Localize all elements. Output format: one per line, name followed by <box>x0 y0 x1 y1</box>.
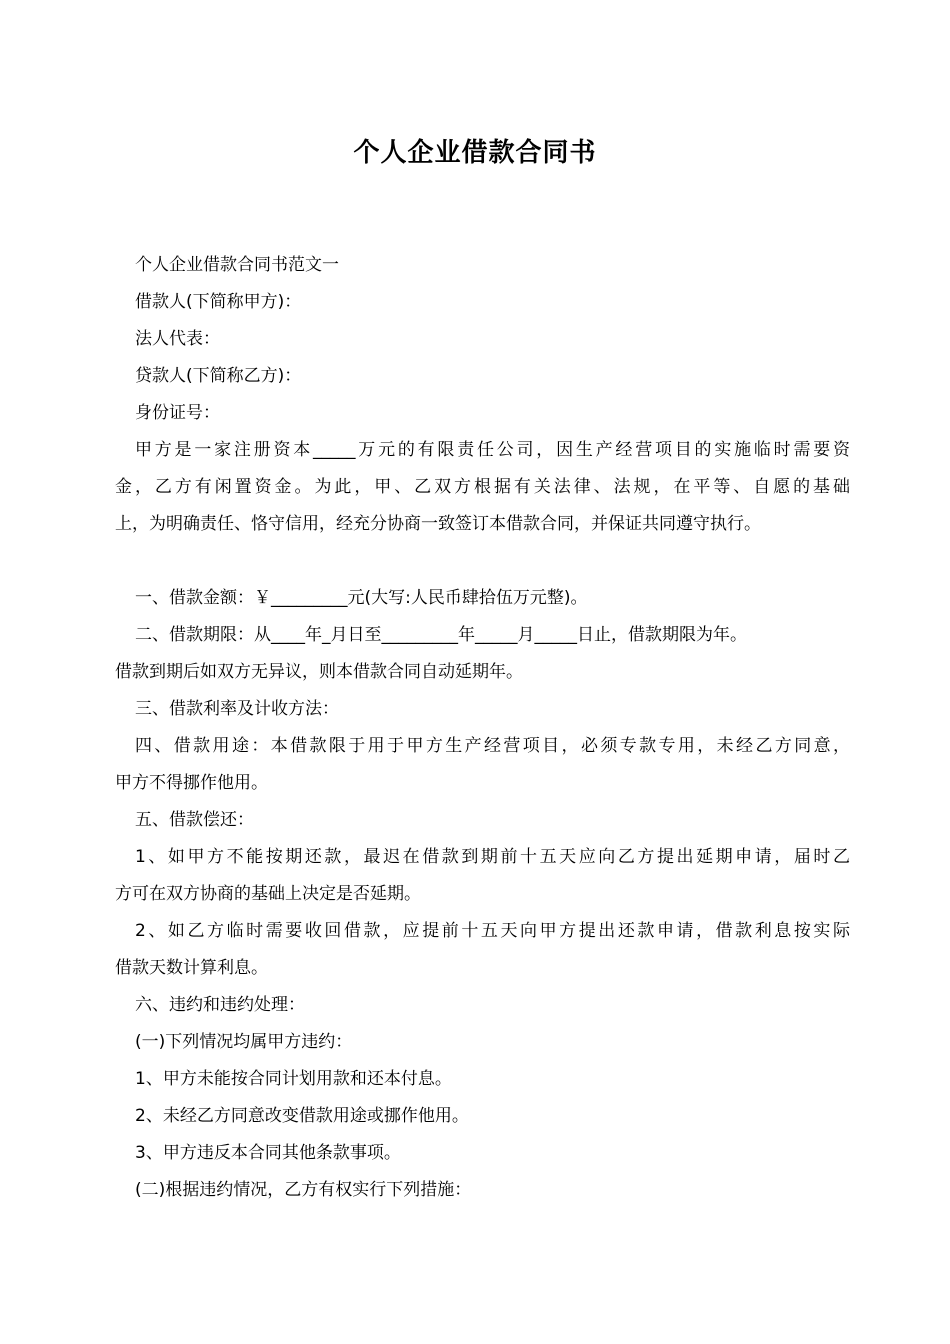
legal-representative-line: 法人代表： <box>135 329 220 349</box>
clause-5-item-2-line-1: 2、如乙方临时需要收回借款，应提前十五天向甲方提出还款申请，借款利息按实际 <box>135 921 850 941</box>
preamble-line-1: 甲方是一家注册资本_____万元的有限责任公司，因生产经营项目的实施临时需要资 <box>135 440 850 460</box>
clause-1-amount: 一、借款金额：￥_________元(大写:人民币肆拾伍万元整)。 <box>135 588 588 608</box>
clause-6-part-1-item-1: 1、甲方未能按合同计划用款和还本付息。 <box>135 1069 452 1089</box>
document-title: 个人企业借款合同书 <box>353 138 597 168</box>
lender-line: 贷款人(下简称乙方)： <box>135 366 302 386</box>
clause-2-term-line-2: 借款到期后如双方无异议，则本借款合同自动延期年。 <box>115 662 523 682</box>
clause-6-breach: 六、违约和违约处理： <box>135 995 305 1015</box>
paragraph-gap <box>115 543 850 580</box>
clause-5-item-2-line-2: 借款天数计算利息。 <box>115 958 268 978</box>
sample-heading: 个人企业借款合同书范文一 <box>135 255 339 275</box>
clause-5-repayment: 五、借款偿还： <box>135 810 254 830</box>
preamble-line-3: 上，为明确责任、恪守信用，经充分协商一致签订本借款合同，并保证共同遵守执行。 <box>115 514 761 534</box>
borrower-line: 借款人(下简称甲方)： <box>135 292 302 312</box>
clause-6-part-2: (二)根据违约情况，乙方有权实行下列措施： <box>135 1180 472 1200</box>
id-number-line: 身份证号： <box>135 403 220 423</box>
clause-5-item-1-line-2: 方可在双方协商的基础上决定是否延期。 <box>115 884 421 904</box>
clause-5-item-1-line-1: 1、如甲方不能按期还款，最迟在借款到期前十五天应向乙方提出延期申请，届时乙 <box>135 847 850 867</box>
clause-6-part-1: (一)下列情况均属甲方违约： <box>135 1032 353 1052</box>
clause-3-interest: 三、借款利率及计收方法： <box>135 699 339 719</box>
document-body <box>115 247 850 1209</box>
clause-6-part-1-item-2: 2、未经乙方同意改变借款用途或挪作他用。 <box>135 1106 469 1126</box>
clause-6-part-1-item-3: 3、甲方违反本合同其他条款事项。 <box>135 1143 401 1163</box>
clause-2-term-line-1: 二、借款期限：从____年_月日至_________年_____月_____日止，借款期限为年。 <box>135 625 747 645</box>
clause-4-purpose-line-2: 甲方不得挪作他用。 <box>115 773 268 793</box>
clause-4-purpose-line-1: 四、借款用途：本借款限于用于甲方生产经营项目，必须专款专用，未经乙方同意， <box>135 736 850 756</box>
preamble-line-2: 金，乙方有闲置资金。为此，甲、乙双方根据有关法律、法规，在平等、自愿的基础 <box>115 477 850 497</box>
